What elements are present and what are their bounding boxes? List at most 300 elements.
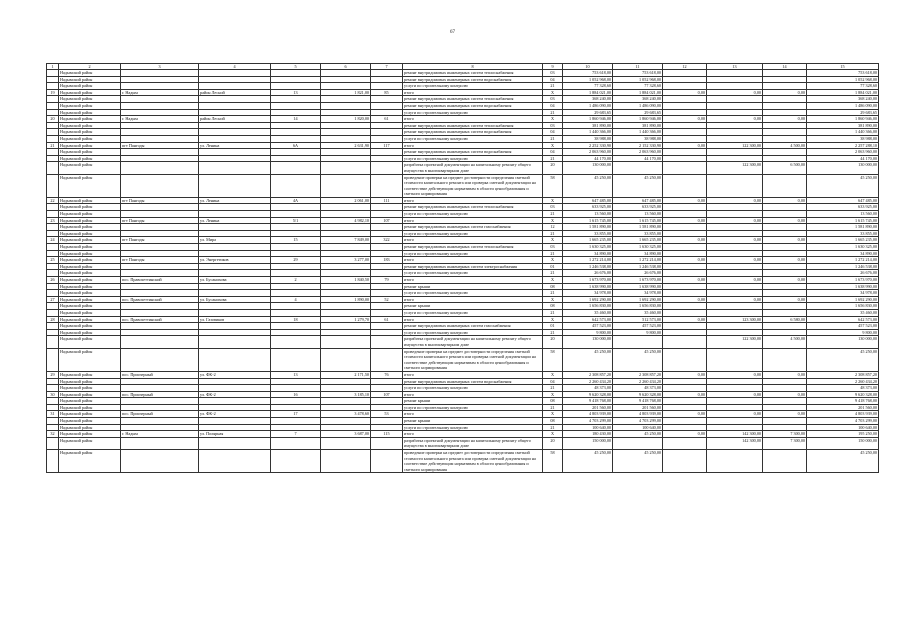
total-cost-cell: 77 328,60: [563, 83, 613, 90]
other-amount-cell: [707, 424, 763, 431]
other-amount-cell: [707, 129, 763, 136]
budget-amount-cell: [663, 270, 707, 277]
result-amount-cell: 9 418 768,00: [807, 398, 879, 405]
table-row: [47, 424, 879, 431]
settlement-cell: пгт Пангоды: [121, 197, 199, 204]
house-area-cell: [321, 244, 371, 251]
table-row: [47, 129, 879, 136]
residents-count-cell: 107: [371, 217, 403, 224]
residents-count-cell: [371, 96, 403, 103]
budget-amount-cell: 0,00: [663, 237, 707, 244]
table-row: [47, 135, 879, 142]
street-cell: [199, 122, 271, 129]
table-row: [47, 162, 879, 174]
owners-amount-cell: [763, 70, 807, 77]
fund-amount-cell: 45 250,00: [613, 348, 663, 371]
result-amount-cell: 1 692 290,00: [807, 296, 879, 303]
house-number-cell: [271, 83, 321, 90]
budget-amount-cell: [663, 244, 707, 251]
table-row: [47, 303, 879, 310]
house-number-cell: [271, 398, 321, 405]
settlement-cell: пгт Пангоды: [121, 142, 199, 149]
fund-amount-cell: 34 890,00: [613, 250, 663, 257]
house-area-cell: [321, 230, 371, 237]
street-cell: ул. Газовиков: [199, 316, 271, 323]
result-amount-cell: 34 978,00: [807, 290, 879, 297]
residents-count-cell: [371, 76, 403, 83]
settlement-cell: [121, 404, 199, 411]
table-row: [47, 244, 879, 251]
fund-amount-cell: 1 486 090,00: [613, 102, 663, 109]
work-code-cell: 03: [543, 122, 563, 129]
house-number-cell: 4: [271, 296, 321, 303]
settlement-cell: [121, 250, 199, 257]
fund-amount-cell: 33 855,00: [613, 230, 663, 237]
settlement-cell: [121, 303, 199, 310]
row-number-cell: [47, 96, 59, 103]
fund-amount-cell: 1 860 946,00: [613, 116, 663, 123]
budget-amount-cell: 0,00: [663, 277, 707, 284]
owners-amount-cell: [763, 309, 807, 316]
budget-amount-cell: [663, 378, 707, 385]
residents-count-cell: [371, 424, 403, 431]
street-cell: [199, 102, 271, 109]
budget-amount-cell: 0,00: [663, 391, 707, 398]
house-number-cell: [271, 418, 321, 425]
total-cost-cell: 45 250,00: [563, 174, 613, 197]
total-cost-cell: 381 890,00: [563, 122, 613, 129]
work-code-cell: 21: [543, 270, 563, 277]
district-cell: Надымский район: [59, 237, 121, 244]
result-amount-cell: 4 803 939,00: [807, 411, 879, 418]
residents-count-cell: [371, 303, 403, 310]
total-cost-cell: 1 673 970,00: [563, 277, 613, 284]
owners-amount-cell: [763, 323, 807, 330]
fund-amount-cell: 1 272 214,00: [613, 257, 663, 264]
settlement-cell: пос. Приозерный: [121, 411, 199, 418]
budget-amount-cell: 0,00: [663, 257, 707, 264]
row-number-cell: [47, 76, 59, 83]
result-amount-cell: 457 523,00: [807, 323, 879, 330]
owners-amount-cell: [763, 244, 807, 251]
settlement-cell: [121, 323, 199, 330]
total-cost-cell: 1 440 366,00: [563, 129, 613, 136]
total-cost-cell: 4 703 299,00: [563, 418, 613, 425]
work-type-cell: итого: [403, 296, 543, 303]
street-cell: район Лесной: [199, 89, 271, 96]
table-body: [47, 64, 879, 473]
settlement-cell: [121, 129, 199, 136]
residents-count-cell: [371, 290, 403, 297]
street-cell: ул. ФК-2: [199, 371, 271, 378]
owners-amount-cell: [763, 155, 807, 162]
table-row: [47, 371, 879, 378]
row-number-cell: 26: [47, 277, 59, 284]
work-code-cell: X: [543, 431, 563, 438]
row-number-cell: 30: [47, 391, 59, 398]
work-type-cell: итого: [403, 431, 543, 438]
house-area-cell: 3 277,00: [321, 257, 371, 264]
budget-amount-cell: 0,00: [663, 431, 707, 438]
result-amount-cell: 29 683,65: [807, 109, 879, 116]
column-number: 10: [563, 64, 613, 70]
result-amount-cell: 13 560,00: [807, 211, 879, 218]
fund-amount-cell: 381 890,00: [613, 122, 663, 129]
total-cost-cell: 13 560,00: [563, 211, 613, 218]
house-number-cell: 7: [271, 431, 321, 438]
column-number: 11: [613, 64, 663, 70]
street-cell: [199, 250, 271, 257]
district-cell: Надымский район: [59, 309, 121, 316]
total-cost-cell: 1 665 235,00: [563, 237, 613, 244]
other-amount-cell: 0,00: [707, 217, 763, 224]
other-amount-cell: [707, 378, 763, 385]
result-amount-cell: 1 665 235,00: [807, 237, 879, 244]
house-number-cell: [271, 149, 321, 156]
residents-count-cell: [371, 224, 403, 231]
work-type-cell: ремонт внутридомовых инженерных систем водоснабжения: [403, 378, 543, 385]
row-number-cell: [47, 230, 59, 237]
other-amount-cell: [707, 270, 763, 277]
street-cell: [199, 418, 271, 425]
street-cell: [199, 348, 271, 371]
house-number-cell: [271, 244, 321, 251]
work-code-cell: X: [543, 116, 563, 123]
work-code-cell: 04: [543, 378, 563, 385]
work-code-cell: X: [543, 296, 563, 303]
work-type-cell: услуги по строительному контролю: [403, 230, 543, 237]
district-cell: Надымский район: [59, 257, 121, 264]
row-number-cell: [47, 404, 59, 411]
column-number: 5: [271, 64, 321, 70]
budget-amount-cell: 0,00: [663, 217, 707, 224]
residents-count-cell: [371, 149, 403, 156]
row-number-cell: [47, 323, 59, 330]
result-amount-cell: 753 618,00: [807, 70, 879, 77]
owners-amount-cell: [763, 250, 807, 257]
row-number-cell: [47, 135, 59, 142]
result-amount-cell: 2 257 288,10: [807, 142, 879, 149]
budget-amount-cell: [663, 96, 707, 103]
house-area-cell: [321, 149, 371, 156]
district-cell: Надымский район: [59, 211, 121, 218]
other-amount-cell: 0,00: [707, 277, 763, 284]
owners-amount-cell: [763, 385, 807, 392]
result-amount-cell: 1 630 325,00: [807, 244, 879, 251]
house-area-cell: 3 687,00: [321, 431, 371, 438]
house-number-cell: [271, 348, 321, 371]
table-row: [47, 329, 879, 336]
owners-amount-cell: 0,00: [763, 411, 807, 418]
house-number-cell: [271, 290, 321, 297]
residents-count-cell: 115: [371, 431, 403, 438]
row-number-cell: 32: [47, 431, 59, 438]
total-cost-cell: 1 615 745,00: [563, 217, 613, 224]
owners-amount-cell: [763, 270, 807, 277]
work-code-cell: 12: [543, 224, 563, 231]
owners-amount-cell: [763, 204, 807, 211]
budget-amount-cell: [663, 109, 707, 116]
total-cost-cell: 2 252 330,90: [563, 142, 613, 149]
owners-amount-cell: 7 300,00: [763, 431, 807, 438]
work-type-cell: разработка проектной документации на капитальному ремонту общего имущества в многоквартирном доме: [403, 437, 543, 449]
budget-amount-cell: [663, 155, 707, 162]
other-amount-cell: 122 300,00: [707, 142, 763, 149]
district-cell: Надымский район: [59, 323, 121, 330]
work-code-cell: 21: [543, 109, 563, 116]
work-type-cell: разработка проектной документации на капитальному ремонту общего имущества в многоквартирном доме: [403, 162, 543, 174]
street-cell: [199, 204, 271, 211]
street-cell: [199, 450, 271, 473]
house-area-cell: [321, 404, 371, 411]
result-amount-cell: 130 000,00: [807, 336, 879, 348]
fund-amount-cell: 77 328,60: [613, 83, 663, 90]
fund-amount-cell: 9 620 328,00: [613, 391, 663, 398]
fund-amount-cell: 1 246 538,00: [613, 263, 663, 270]
street-cell: [199, 424, 271, 431]
work-type-cell: ремонт крыши: [403, 283, 543, 290]
row-number-cell: [47, 244, 59, 251]
other-amount-cell: [707, 102, 763, 109]
residents-count-cell: [371, 270, 403, 277]
fund-amount-cell: 2 152 330,90: [613, 142, 663, 149]
residents-count-cell: [371, 244, 403, 251]
fund-amount-cell: 9 800,00: [613, 329, 663, 336]
table-row: [47, 336, 879, 348]
street-cell: ул. Бусанихова: [199, 277, 271, 284]
owners-amount-cell: [763, 211, 807, 218]
owners-amount-cell: 0,00: [763, 89, 807, 96]
house-area-cell: [321, 329, 371, 336]
other-amount-cell: 0,00: [707, 89, 763, 96]
table-row: [47, 149, 879, 156]
street-cell: [199, 323, 271, 330]
street-cell: [199, 437, 271, 449]
work-code-cell: 21: [543, 404, 563, 411]
street-cell: [199, 224, 271, 231]
row-number-cell: [47, 303, 59, 310]
owners-amount-cell: 0,00: [763, 277, 807, 284]
row-number-cell: [47, 270, 59, 277]
budget-amount-cell: [663, 437, 707, 449]
total-cost-cell: 9 800,00: [563, 329, 613, 336]
district-cell: Надымский район: [59, 116, 121, 123]
house-number-cell: 13: [271, 371, 321, 378]
row-number-cell: [47, 250, 59, 257]
street-cell: ул. Мира: [199, 237, 271, 244]
district-cell: Надымский район: [59, 290, 121, 297]
work-type-cell: итого: [403, 371, 543, 378]
settlement-cell: [121, 309, 199, 316]
district-cell: Надымский район: [59, 76, 121, 83]
row-number-cell: [47, 385, 59, 392]
street-cell: ул. Ленина: [199, 197, 271, 204]
settlement-cell: [121, 283, 199, 290]
house-number-cell: [271, 211, 321, 218]
result-amount-cell: 1 884 021,00: [807, 89, 879, 96]
settlement-cell: [121, 204, 199, 211]
work-code-cell: 04: [543, 149, 563, 156]
table-row: [47, 431, 879, 438]
house-number-cell: [271, 283, 321, 290]
settlement-cell: пос. Приозерный: [121, 371, 199, 378]
result-amount-cell: 2 063 960,00: [807, 149, 879, 156]
budget-amount-cell: [663, 283, 707, 290]
other-amount-cell: [707, 204, 763, 211]
house-area-cell: [321, 385, 371, 392]
district-cell: Надымский район: [59, 418, 121, 425]
district-cell: Надымский район: [59, 329, 121, 336]
result-amount-cell: 647 485,00: [807, 197, 879, 204]
row-number-cell: [47, 290, 59, 297]
total-cost-cell: 368 240,00: [563, 96, 613, 103]
residents-count-cell: 183: [371, 257, 403, 264]
house-area-cell: 4 982,10: [321, 217, 371, 224]
street-cell: [199, 70, 271, 77]
work-code-cell: 21: [543, 155, 563, 162]
row-number-cell: [47, 437, 59, 449]
other-amount-cell: 0,00: [707, 197, 763, 204]
settlement-cell: [121, 437, 199, 449]
budget-amount-cell: [663, 250, 707, 257]
work-code-cell: X: [543, 391, 563, 398]
street-cell: [199, 162, 271, 174]
budget-amount-cell: 0,00: [663, 89, 707, 96]
house-area-cell: 7 849,00: [321, 237, 371, 244]
other-amount-cell: [707, 404, 763, 411]
house-number-cell: 6А: [271, 142, 321, 149]
house-area-cell: [321, 204, 371, 211]
budget-amount-cell: [663, 204, 707, 211]
other-amount-cell: [707, 76, 763, 83]
house-number-cell: 29: [271, 257, 321, 264]
other-amount-cell: [707, 329, 763, 336]
table-row: [47, 142, 879, 149]
budget-amount-cell: 0,00: [663, 197, 707, 204]
settlement-cell: г. Надым: [121, 431, 199, 438]
total-cost-cell: 647 485,00: [563, 197, 613, 204]
residents-count-cell: [371, 404, 403, 411]
house-area-cell: [321, 263, 371, 270]
house-number-cell: [271, 155, 321, 162]
work-code-cell: X: [543, 277, 563, 284]
result-amount-cell: 1 272 214,00: [807, 257, 879, 264]
settlement-cell: [121, 109, 199, 116]
settlement-cell: [121, 102, 199, 109]
house-number-cell: [271, 437, 321, 449]
fund-amount-cell: 29 683,65: [613, 109, 663, 116]
total-cost-cell: 29 683,65: [563, 109, 613, 116]
house-number-cell: [271, 230, 321, 237]
house-area-cell: [321, 283, 371, 290]
district-cell: Надымский район: [59, 348, 121, 371]
settlement-cell: [121, 418, 199, 425]
work-code-cell: 21: [543, 211, 563, 218]
other-amount-cell: [707, 244, 763, 251]
work-type-cell: ремонт внутридомовых инженерных систем электроснабжения: [403, 263, 543, 270]
fund-amount-cell: 26 676,00: [613, 270, 663, 277]
work-type-cell: проведение проверки на предмет достоверности определения сметной стоимости капитального ремонта или проверка сметной документации на соответствие действующим нормативам в области ценообразования и сметного нормирования: [403, 450, 543, 473]
residents-count-cell: [371, 211, 403, 218]
work-type-cell: ремонт внутридомовых инженерных систем теплоснабжения: [403, 244, 543, 251]
row-number-cell: [47, 224, 59, 231]
row-number-cell: [47, 155, 59, 162]
result-amount-cell: 1 638 990,00: [807, 283, 879, 290]
residents-count-cell: 53: [371, 411, 403, 418]
residents-count-cell: [371, 155, 403, 162]
work-type-cell: ремонт внутридомовых инженерных систем водоснабжения: [403, 129, 543, 136]
table-row: [47, 217, 879, 224]
house-area-cell: [321, 437, 371, 449]
table-row: [47, 155, 879, 162]
house-area-cell: [321, 290, 371, 297]
column-number: 15: [807, 64, 879, 70]
district-cell: Надымский район: [59, 70, 121, 77]
owners-amount-cell: [763, 174, 807, 197]
fund-amount-cell: 1 440 366,00: [613, 129, 663, 136]
work-type-cell: ремонт внутридомовых инженерных систем теплоснабжения: [403, 70, 543, 77]
total-cost-cell: 642 573,00: [563, 316, 613, 323]
fund-amount-cell: 1 052 968,00: [613, 76, 663, 83]
settlement-cell: пгт Пангоды: [121, 237, 199, 244]
work-code-cell: 21: [543, 424, 563, 431]
fund-amount-cell: 201 560,00: [613, 404, 663, 411]
district-cell: Надымский район: [59, 89, 121, 96]
work-type-cell: итого: [403, 316, 543, 323]
owners-amount-cell: 0,00: [763, 296, 807, 303]
owners-amount-cell: [763, 263, 807, 270]
residents-count-cell: [371, 398, 403, 405]
district-cell: Надымский район: [59, 224, 121, 231]
total-cost-cell: 1 638 990,00: [563, 283, 613, 290]
table-row: [47, 296, 879, 303]
house-number-cell: [271, 224, 321, 231]
settlement-cell: [121, 96, 199, 103]
budget-amount-cell: [663, 418, 707, 425]
row-number-cell: [47, 450, 59, 473]
budget-amount-cell: [663, 230, 707, 237]
row-number-cell: 21: [47, 142, 59, 149]
work-type-cell: итого: [403, 257, 543, 264]
district-cell: Надымский район: [59, 102, 121, 109]
total-cost-cell: 150 000,00: [563, 437, 613, 449]
row-number-cell: [47, 149, 59, 156]
owners-amount-cell: 6 580,00: [763, 316, 807, 323]
settlement-cell: пос. Правохеттинский: [121, 277, 199, 284]
house-area-cell: [321, 398, 371, 405]
result-amount-cell: 45 250,00: [807, 348, 879, 371]
other-amount-cell: [707, 174, 763, 197]
result-amount-cell: 2 308 857,20: [807, 371, 879, 378]
total-cost-cell: 33 855,00: [563, 230, 613, 237]
row-number-cell: [47, 70, 59, 77]
budget-amount-cell: [663, 404, 707, 411]
owners-amount-cell: 0,00: [763, 116, 807, 123]
budget-amount-cell: 0,00: [663, 116, 707, 123]
house-number-cell: [271, 135, 321, 142]
street-cell: [199, 283, 271, 290]
result-amount-cell: 1 581 890,00: [807, 224, 879, 231]
budget-amount-cell: 0,00: [663, 316, 707, 323]
residents-count-cell: 79: [371, 277, 403, 284]
other-amount-cell: 0,00: [707, 371, 763, 378]
row-number-cell: [47, 329, 59, 336]
total-cost-cell: 2 260 434,20: [563, 378, 613, 385]
column-number: 2: [59, 64, 121, 70]
result-amount-cell: 77 328,60: [807, 83, 879, 90]
total-cost-cell: 201 560,00: [563, 404, 613, 411]
work-type-cell: итого: [403, 89, 543, 96]
